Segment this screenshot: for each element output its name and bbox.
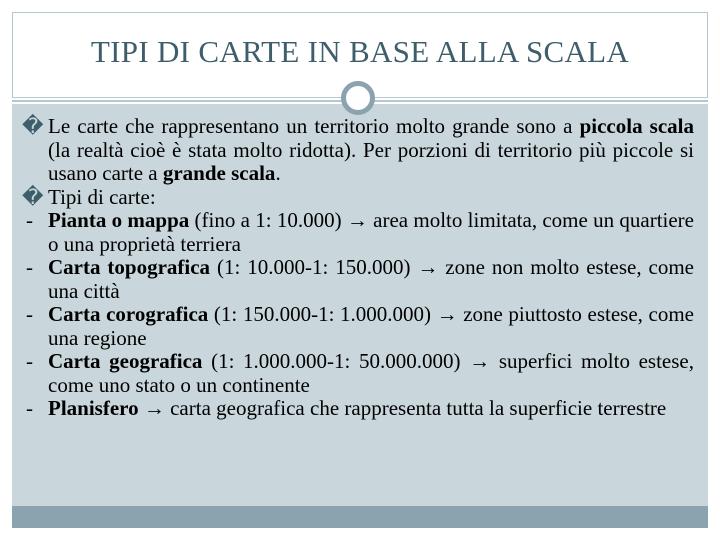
dash-icon: -	[26, 208, 33, 232]
scale-range: (1: 10.000-1: 150.000)	[210, 255, 418, 279]
circle-ornament-icon	[341, 81, 375, 115]
map-type-description: carta geografica che rappresenta tutta la superficie terrestre	[164, 396, 667, 420]
list-item	[22, 209, 694, 256]
bottom-bar	[12, 506, 708, 528]
map-type-description: zone piuttosto estese, come una regione	[48, 302, 694, 350]
list-item	[22, 397, 694, 421]
map-type-name: Planisfero	[48, 396, 139, 420]
text-segment: (la realtà cioè è stata molto ridotta). Per porzioni di territorio più piccole si usano carte a	[48, 137, 694, 185]
bullet-icon: �	[22, 114, 44, 138]
term-large-scale: grande scala	[162, 161, 276, 185]
paragraph-scale	[22, 115, 694, 186]
map-type-description: superfici molto estese, come uno stato o un continente	[48, 349, 694, 397]
dash-icon: -	[26, 302, 33, 326]
map-type-description: zone non molto estese, come una città	[48, 255, 695, 303]
term-small-scale: piccola scala	[579, 114, 694, 138]
paragraph-types	[22, 186, 694, 210]
arrow-icon: →	[417, 255, 439, 279]
text-segment: .	[275, 161, 281, 185]
arrow-icon: →	[436, 302, 458, 326]
map-type-name: Carta geografica	[48, 349, 203, 373]
scale-range: (fino a 1: 10.000)	[189, 208, 347, 232]
slide-content	[22, 115, 694, 421]
arrow-icon: →	[469, 349, 491, 373]
list-item	[22, 303, 694, 350]
scale-range: (1: 150.000-1: 1.000.000)	[208, 302, 437, 326]
map-type-name: Carta topografica	[48, 255, 211, 279]
types-heading: Tipi di carte:	[48, 184, 156, 209]
dash-icon: -	[26, 396, 33, 420]
dash-icon: -	[26, 349, 33, 373]
list-item	[22, 256, 694, 303]
dash-icon: -	[26, 255, 33, 279]
scale-range: (1: 1.000.000-1: 50.000.000)	[202, 349, 470, 373]
arrow-icon: →	[143, 396, 165, 420]
map-type-name: Pianta o mappa	[48, 208, 190, 232]
text-segment: Le carte che rappresentano un territorio molto grande sono a	[48, 114, 580, 138]
arrow-icon: →	[346, 208, 368, 232]
bullet-icon: �	[22, 184, 44, 209]
map-type-name: Carta corografica	[48, 302, 209, 326]
map-type-description: area molto limitata, come un quartiere o una proprietà terriera	[48, 208, 694, 256]
list-item	[22, 350, 694, 397]
slide-title: TIPI DI CARTE IN BASE ALLA SCALA	[90, 34, 630, 69]
